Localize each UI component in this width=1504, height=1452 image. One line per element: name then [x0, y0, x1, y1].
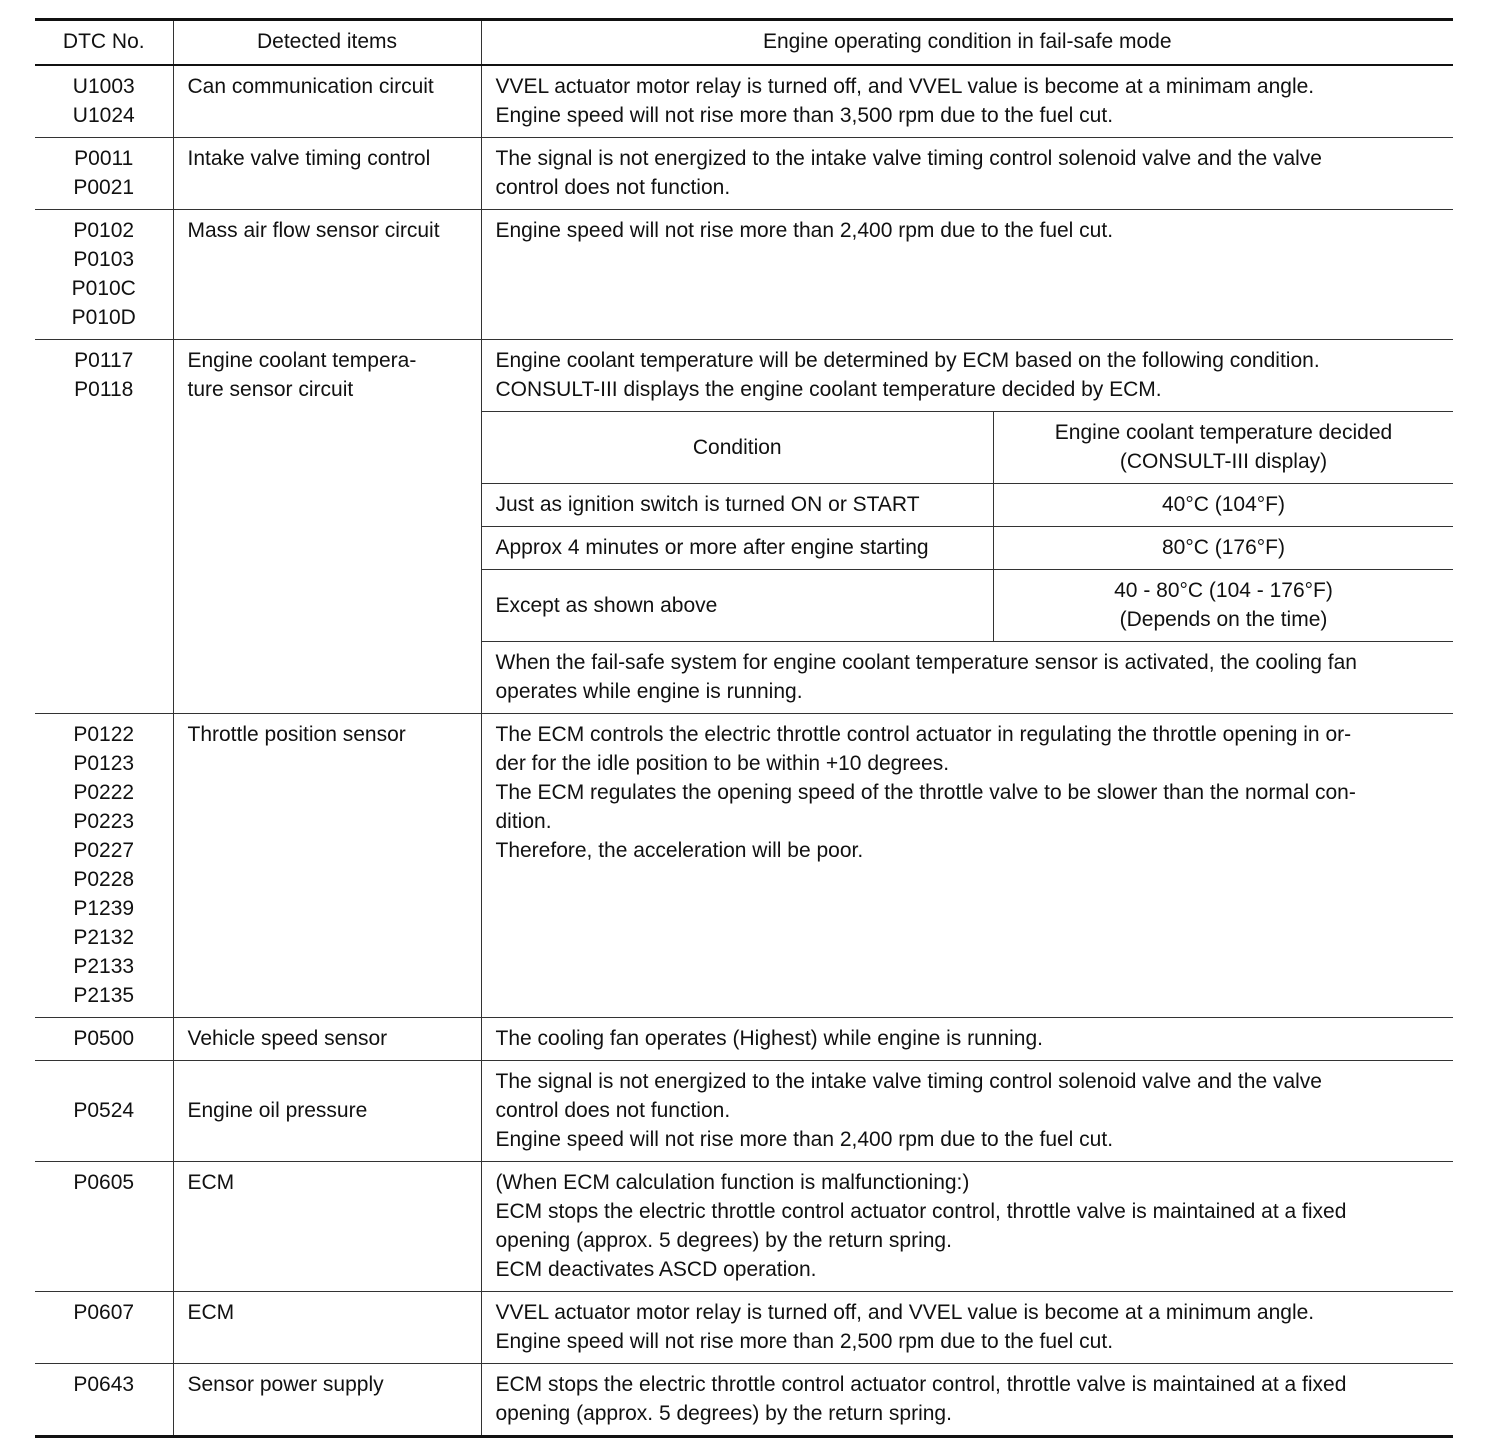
subtable-condition: Just as ignition switch is turned ON or START	[482, 484, 994, 527]
dtc-code: P0123	[73, 752, 135, 775]
condition-cell	[481, 138, 1453, 210]
condition-text: ECM deactivates ASCD operation.	[495, 1258, 817, 1281]
condition-text: operates while engine is running.	[495, 680, 803, 703]
condition-text: Engine speed will not rise more than 2,500 rpm due to the fuel cut.	[495, 1330, 1114, 1353]
dtc-code: P0500	[73, 1027, 135, 1050]
table-row	[35, 1162, 1453, 1292]
subtable-header-text: Engine coolant temperature decided	[1054, 421, 1393, 444]
table-row	[35, 1061, 1453, 1162]
detected-item-text: Engine oil pressure	[187, 1099, 368, 1122]
condition-text: CONSULT-III displays the engine coolant temperature decided by ECM.	[495, 378, 1162, 401]
table-row	[35, 714, 1453, 1018]
dtc-code: P0222	[73, 781, 135, 804]
dtc-code: P0223	[73, 810, 135, 833]
condition-cell	[481, 340, 1453, 714]
condition-outro	[482, 641, 1454, 713]
condition-text: ECM stops the electric throttle control actuator control, throttle valve is maintained at a fixed	[495, 1200, 1347, 1223]
condition-cell	[481, 1162, 1453, 1292]
temperature-value: 80°C (176°F)	[1161, 536, 1285, 559]
dtc-cell	[35, 1061, 173, 1162]
temperature-value: 40 - 80°C (104 - 176°F)	[1114, 579, 1333, 602]
condition-text: Engine speed will not rise more than 2,400 rpm due to the fuel cut.	[495, 1128, 1114, 1151]
header-detected-items: Detected items	[173, 20, 481, 66]
detected-item-text: ECM	[187, 1301, 235, 1324]
condition-text: control does not function.	[495, 1099, 731, 1122]
table-row	[35, 1292, 1453, 1364]
condition-text: VVEL actuator motor relay is turned off, and VVEL value is become at a minimum angle.	[495, 1301, 1315, 1324]
detected-item-cell	[173, 340, 481, 714]
temperature-value: 40°C (104°F)	[1161, 493, 1285, 516]
detected-item-text: ECM	[187, 1171, 235, 1194]
dtc-code: P1239	[73, 897, 135, 920]
dtc-code: P010C	[71, 277, 136, 300]
dtc-cell	[35, 65, 173, 138]
condition-text: opening (approx. 5 degrees) by the return spring.	[495, 1402, 952, 1425]
condition-text: When the fail-safe system for engine coolant temperature sensor is activated, the cooling fan	[495, 651, 1357, 674]
dtc-code: P0227	[73, 839, 135, 862]
table-row	[35, 340, 1453, 714]
detected-item-cell	[173, 210, 481, 340]
dtc-code: P0021	[73, 176, 135, 199]
subtable-condition: Approx 4 minutes or more after engine starting	[482, 527, 994, 570]
subtable-header-temperature	[994, 412, 1454, 484]
detected-item-cell	[173, 1292, 481, 1364]
detected-item-cell	[173, 1364, 481, 1437]
condition-text: Engine speed will not rise more than 3,500 rpm due to the fuel cut.	[495, 104, 1114, 127]
condition-text: control does not function.	[495, 176, 731, 199]
subtable-temperature	[994, 527, 1454, 570]
condition-text: Engine speed will not rise more than 2,400 rpm due to the fuel cut.	[495, 219, 1114, 242]
dtc-code: P0102	[73, 219, 135, 242]
condition-text: opening (approx. 5 degrees) by the return spring.	[495, 1229, 952, 1252]
condition-intro	[482, 340, 1454, 411]
subtable-header-text: (CONSULT-III display)	[1119, 450, 1328, 473]
dtc-code: P0524	[73, 1099, 135, 1122]
detected-item-text: Vehicle speed sensor	[187, 1027, 388, 1050]
table-row	[35, 138, 1453, 210]
condition-cell	[481, 1018, 1453, 1061]
dtc-cell	[35, 340, 173, 714]
dtc-cell	[35, 1018, 173, 1061]
detected-item-text: Sensor power supply	[187, 1373, 384, 1396]
condition-cell	[481, 1061, 1453, 1162]
table-body	[35, 65, 1453, 1437]
dtc-cell	[35, 714, 173, 1018]
subtable-temperature	[994, 484, 1454, 527]
dtc-code: P0228	[73, 868, 135, 891]
detected-item-text: ture sensor circuit	[187, 378, 354, 401]
detected-item-text: Engine coolant tempera-	[187, 349, 417, 372]
dtc-code: P0643	[73, 1373, 135, 1396]
condition-cell	[481, 210, 1453, 340]
dtc-code: P0607	[73, 1301, 135, 1324]
dtc-code: U1024	[72, 104, 135, 127]
dtc-code: P2132	[73, 926, 135, 949]
subtable-row	[482, 570, 1454, 642]
subtable-temperature	[994, 570, 1454, 642]
condition-text: The ECM regulates the opening speed of the throttle valve to be slower than the normal con-	[495, 781, 1356, 804]
subtable-row	[482, 527, 1454, 570]
detected-item-text: Intake valve timing control	[187, 147, 431, 170]
fail-safe-table	[35, 18, 1453, 1438]
table-row	[35, 210, 1453, 340]
detected-item-cell	[173, 1018, 481, 1061]
subtable-header-row	[482, 412, 1454, 484]
condition-text: The cooling fan operates (Highest) while engine is running.	[495, 1027, 1043, 1050]
dtc-code: P0605	[73, 1171, 135, 1194]
dtc-code: P0103	[73, 248, 135, 271]
condition-text: dition.	[495, 810, 552, 833]
condition-text: The ECM controls the electric throttle control actuator in regulating the throttle opening in or-	[495, 723, 1352, 746]
condition-text: Therefore, the acceleration will be poor.	[495, 839, 864, 862]
subtable-condition: Except as shown above	[482, 570, 994, 642]
detected-item-cell	[173, 714, 481, 1018]
table-row	[35, 1018, 1453, 1061]
condition-cell	[481, 65, 1453, 138]
header-dtc: DTC No.	[35, 20, 173, 66]
condition-text: der for the idle position to be within +10 degrees.	[495, 752, 950, 775]
detected-item-cell	[173, 1061, 481, 1162]
condition-text: VVEL actuator motor relay is turned off, and VVEL value is become at a minimam angle.	[495, 75, 1315, 98]
dtc-code: P0117	[74, 349, 134, 372]
detected-item-text: Can communication circuit	[187, 75, 434, 98]
condition-text: The signal is not energized to the intake valve timing control solenoid valve and the valve	[495, 147, 1322, 170]
temperature-value: (Depends on the time)	[1119, 608, 1328, 631]
condition-text: (When ECM calculation function is malfunctioning:)	[495, 1171, 970, 1194]
dtc-code: P0118	[74, 378, 134, 401]
detected-item-cell	[173, 138, 481, 210]
table-row	[35, 65, 1453, 138]
dtc-code: P0011	[74, 147, 134, 170]
condition-cell	[481, 1292, 1453, 1364]
condition-cell	[481, 714, 1453, 1018]
condition-text: ECM stops the electric throttle control actuator control, throttle valve is maintained at a fixed	[495, 1373, 1347, 1396]
detected-item-cell	[173, 1162, 481, 1292]
dtc-cell	[35, 138, 173, 210]
subtable-header-condition: Condition	[482, 412, 994, 484]
detected-item-text: Throttle position sensor	[187, 723, 406, 746]
coolant-temperature-subtable	[482, 411, 1454, 641]
condition-text: The signal is not energized to the intake valve timing control solenoid valve and the valve	[495, 1070, 1322, 1093]
dtc-cell	[35, 1292, 173, 1364]
dtc-code: U1003	[72, 75, 135, 98]
table-row	[35, 1364, 1453, 1437]
subtable-row	[482, 484, 1454, 527]
dtc-cell	[35, 1162, 173, 1292]
dtc-code: P010D	[71, 306, 136, 329]
table-header-row	[35, 20, 1453, 66]
dtc-cell	[35, 1364, 173, 1437]
condition-text: Engine coolant temperature will be determined by ECM based on the following condition.	[495, 349, 1320, 372]
fail-safe-table-container	[35, 18, 1453, 1438]
dtc-code: P2133	[73, 955, 135, 978]
header-engine-condition: Engine operating condition in fail-safe mode	[481, 20, 1453, 66]
dtc-code: P0122	[73, 723, 135, 746]
dtc-code: P2135	[73, 984, 135, 1007]
detected-item-text: Mass air flow sensor circuit	[187, 219, 440, 242]
detected-item-cell	[173, 65, 481, 138]
dtc-cell	[35, 210, 173, 340]
condition-cell	[481, 1364, 1453, 1437]
